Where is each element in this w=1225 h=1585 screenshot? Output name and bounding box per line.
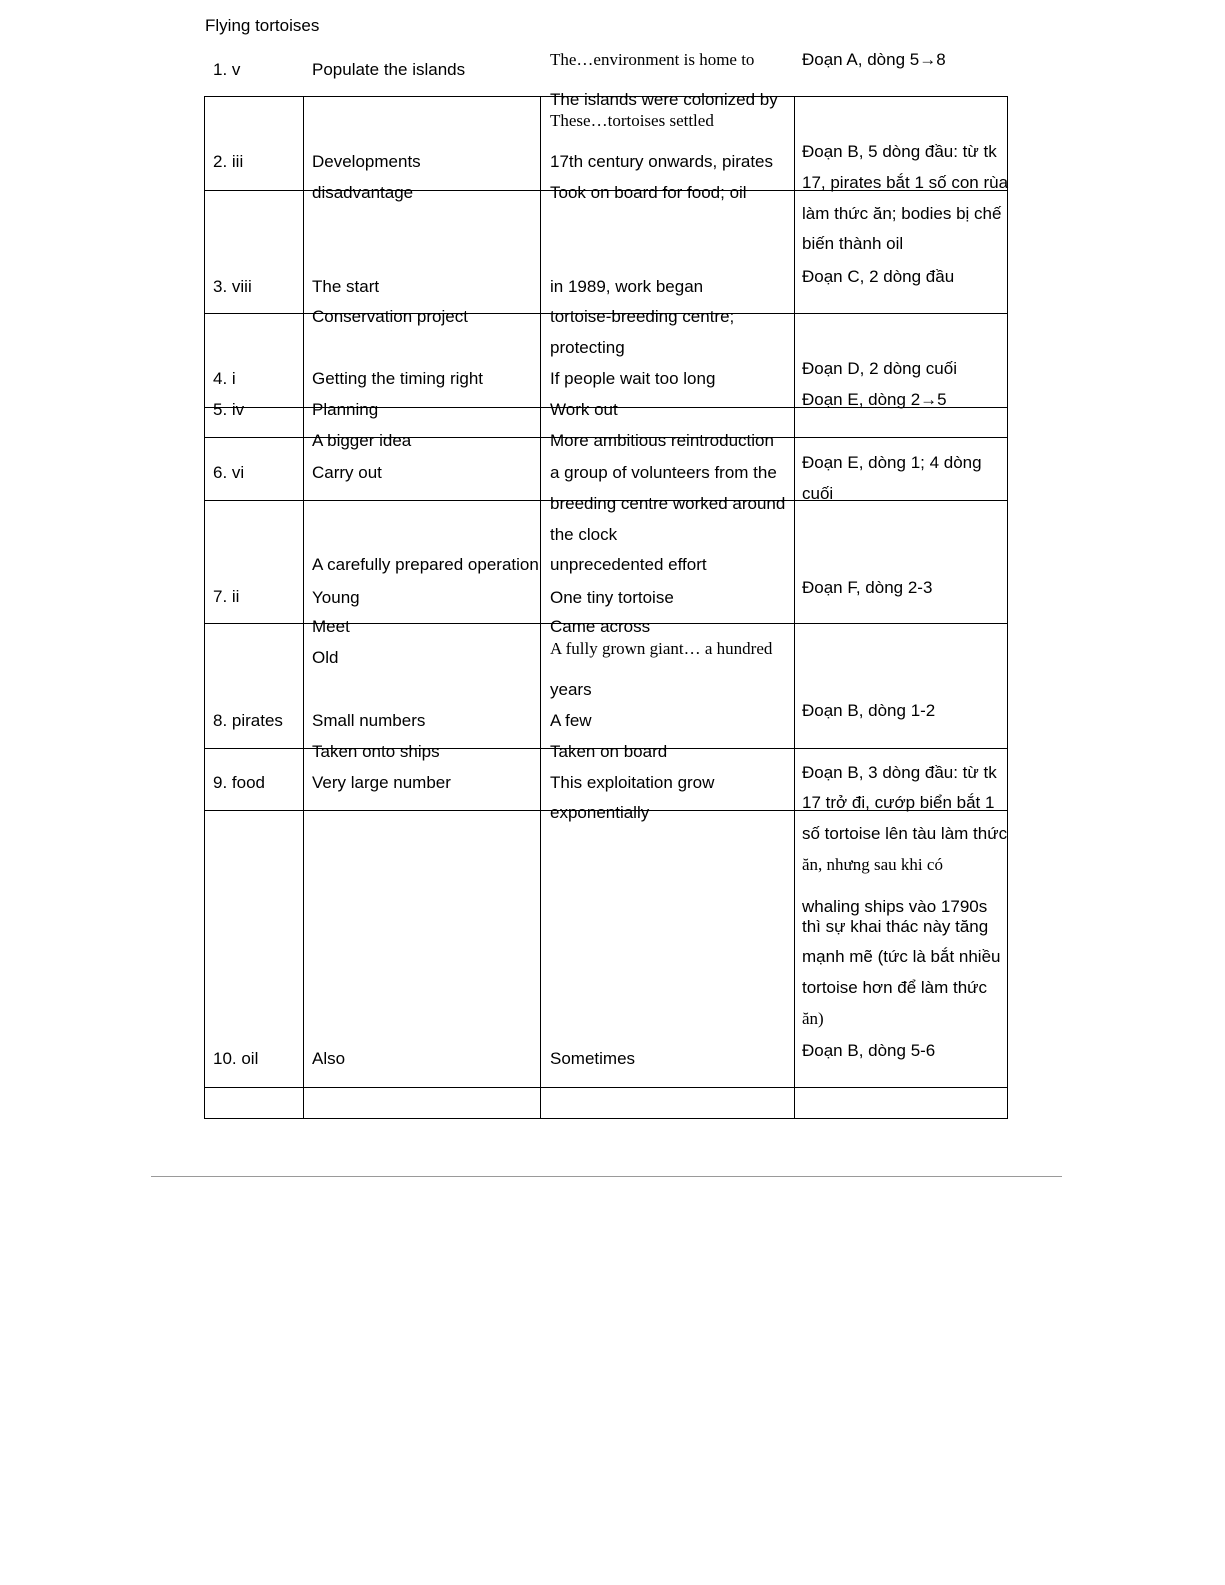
keyword-text: Taken onto ships	[312, 742, 440, 761]
location-note: 17 trở đi, cướp biển bắt 1	[802, 793, 995, 812]
keyword-text: Planning	[312, 400, 379, 419]
location-note: whaling ships vào 1790s	[802, 897, 988, 916]
passage-phrase: years	[550, 680, 592, 699]
passage-phrase: a group of volunteers from the	[550, 463, 777, 482]
passage-phrase: 17th century onwards, pirates	[550, 152, 774, 171]
passage-phrase: protecting	[550, 338, 625, 357]
keyword-text: A bigger idea	[312, 431, 412, 450]
answer-label: 6. vi	[213, 463, 245, 482]
passage-phrase: More ambitious reintroduction	[550, 431, 774, 450]
column-divider	[204, 96, 205, 1119]
keyword-text: Very large number	[312, 773, 451, 792]
location-note: làm thức ăn; bodies bị chế	[802, 204, 1002, 223]
answer-label: 9. food	[213, 773, 265, 792]
page-title: Flying tortoises	[205, 16, 320, 35]
location-note: biến thành oil	[802, 234, 904, 253]
location-note: Đoạn B, dòng 1-2	[802, 701, 936, 720]
passage-phrase: One tiny tortoise	[550, 588, 674, 607]
keyword-text: Conservation project	[312, 307, 468, 326]
location-note: ăn)	[802, 1009, 824, 1028]
keyword-text: Also	[312, 1049, 346, 1068]
keyword-text: Populate the islands	[312, 60, 466, 79]
keyword-text: disadvantage	[312, 183, 414, 202]
keyword-text: Getting the timing right	[312, 369, 484, 388]
keyword-text: Old	[312, 648, 339, 667]
keyword-text: Meet	[312, 617, 350, 636]
answer-label: 4. i	[213, 369, 236, 388]
passage-phrase: in 1989, work began	[550, 277, 704, 296]
passage-phrase: Sometimes	[550, 1049, 636, 1068]
location-note: Đoạn D, 2 dòng cuối	[802, 359, 957, 378]
passage-phrase: unprecedented effort	[550, 555, 707, 574]
location-note: Đoạn E, dòng 2→5	[802, 390, 947, 409]
row-divider	[204, 1087, 1008, 1088]
keyword-text: The start	[312, 277, 380, 296]
passage-phrase: Taken on board	[550, 742, 668, 761]
passage-phrase: If people wait too long	[550, 369, 716, 388]
passage-phrase: The islands were colonized by	[550, 90, 778, 109]
passage-phrase: The…environment is home to	[550, 50, 755, 69]
answer-label: 8. pirates	[213, 711, 283, 730]
keyword-text: Small numbers	[312, 711, 426, 730]
answer-label: 3. viii	[213, 277, 252, 296]
answer-label: 10. oil	[213, 1049, 259, 1068]
page-divider	[151, 1176, 1062, 1177]
keyword-text: Developments	[312, 152, 421, 171]
column-divider	[303, 96, 304, 1119]
location-note: tortoise hơn để làm thức	[802, 978, 988, 997]
passage-phrase: This exploitation grow	[550, 773, 715, 792]
location-note: Đoạn E, dòng 1; 4 dòng	[802, 453, 982, 472]
passage-phrase: Took on board for food; oil	[550, 183, 747, 202]
keyword-text: Young	[312, 588, 360, 607]
location-note: số tortoise lên tàu làm thức	[802, 824, 1008, 843]
passage-phrase: A fully grown giant… a hundred	[550, 639, 773, 658]
answer-label: 5. iv	[213, 400, 245, 419]
answer-label: 1. v	[213, 60, 241, 79]
passage-phrase: the clock	[550, 525, 618, 544]
keyword-text: Carry out	[312, 463, 382, 482]
location-note: Đoạn B, dòng 5-6	[802, 1041, 936, 1060]
passage-phrase: exponentially	[550, 803, 650, 822]
answer-label: 2. iii	[213, 152, 244, 171]
location-note: mạnh mẽ (tức là bắt nhiều	[802, 947, 1001, 966]
column-divider	[540, 96, 541, 1119]
location-note: Đoạn B, 5 dòng đầu: từ tk	[802, 142, 997, 161]
passage-phrase: A few	[550, 711, 592, 730]
passage-phrase: These…tortoises settled	[550, 111, 714, 130]
answer-label: 7. ii	[213, 587, 240, 606]
location-note: cuối	[802, 484, 834, 503]
passage-phrase: tortoise-breeding centre;	[550, 307, 735, 326]
location-note: Đoạn F, dòng 2-3	[802, 578, 933, 597]
location-note: thì sự khai thác này tăng	[802, 917, 989, 936]
passage-phrase: Work out	[550, 400, 618, 419]
column-divider	[794, 96, 795, 1119]
column-divider	[1007, 96, 1008, 1119]
location-note: ăn, nhưng sau khi có	[802, 855, 943, 874]
location-note: Đoạn B, 3 dòng đầu: từ tk	[802, 763, 997, 782]
keyword-text: A carefully prepared operation	[312, 555, 539, 574]
location-note: Đoạn A, dòng 5→8	[802, 50, 946, 69]
table-border-bottom	[204, 1118, 1008, 1119]
passage-phrase: Came across	[550, 617, 651, 636]
location-note: Đoạn C, 2 dòng đầu	[802, 267, 955, 286]
passage-phrase: breeding centre worked around	[550, 494, 786, 513]
location-note: 17, pirates bắt 1 số con rùa	[802, 173, 1009, 192]
